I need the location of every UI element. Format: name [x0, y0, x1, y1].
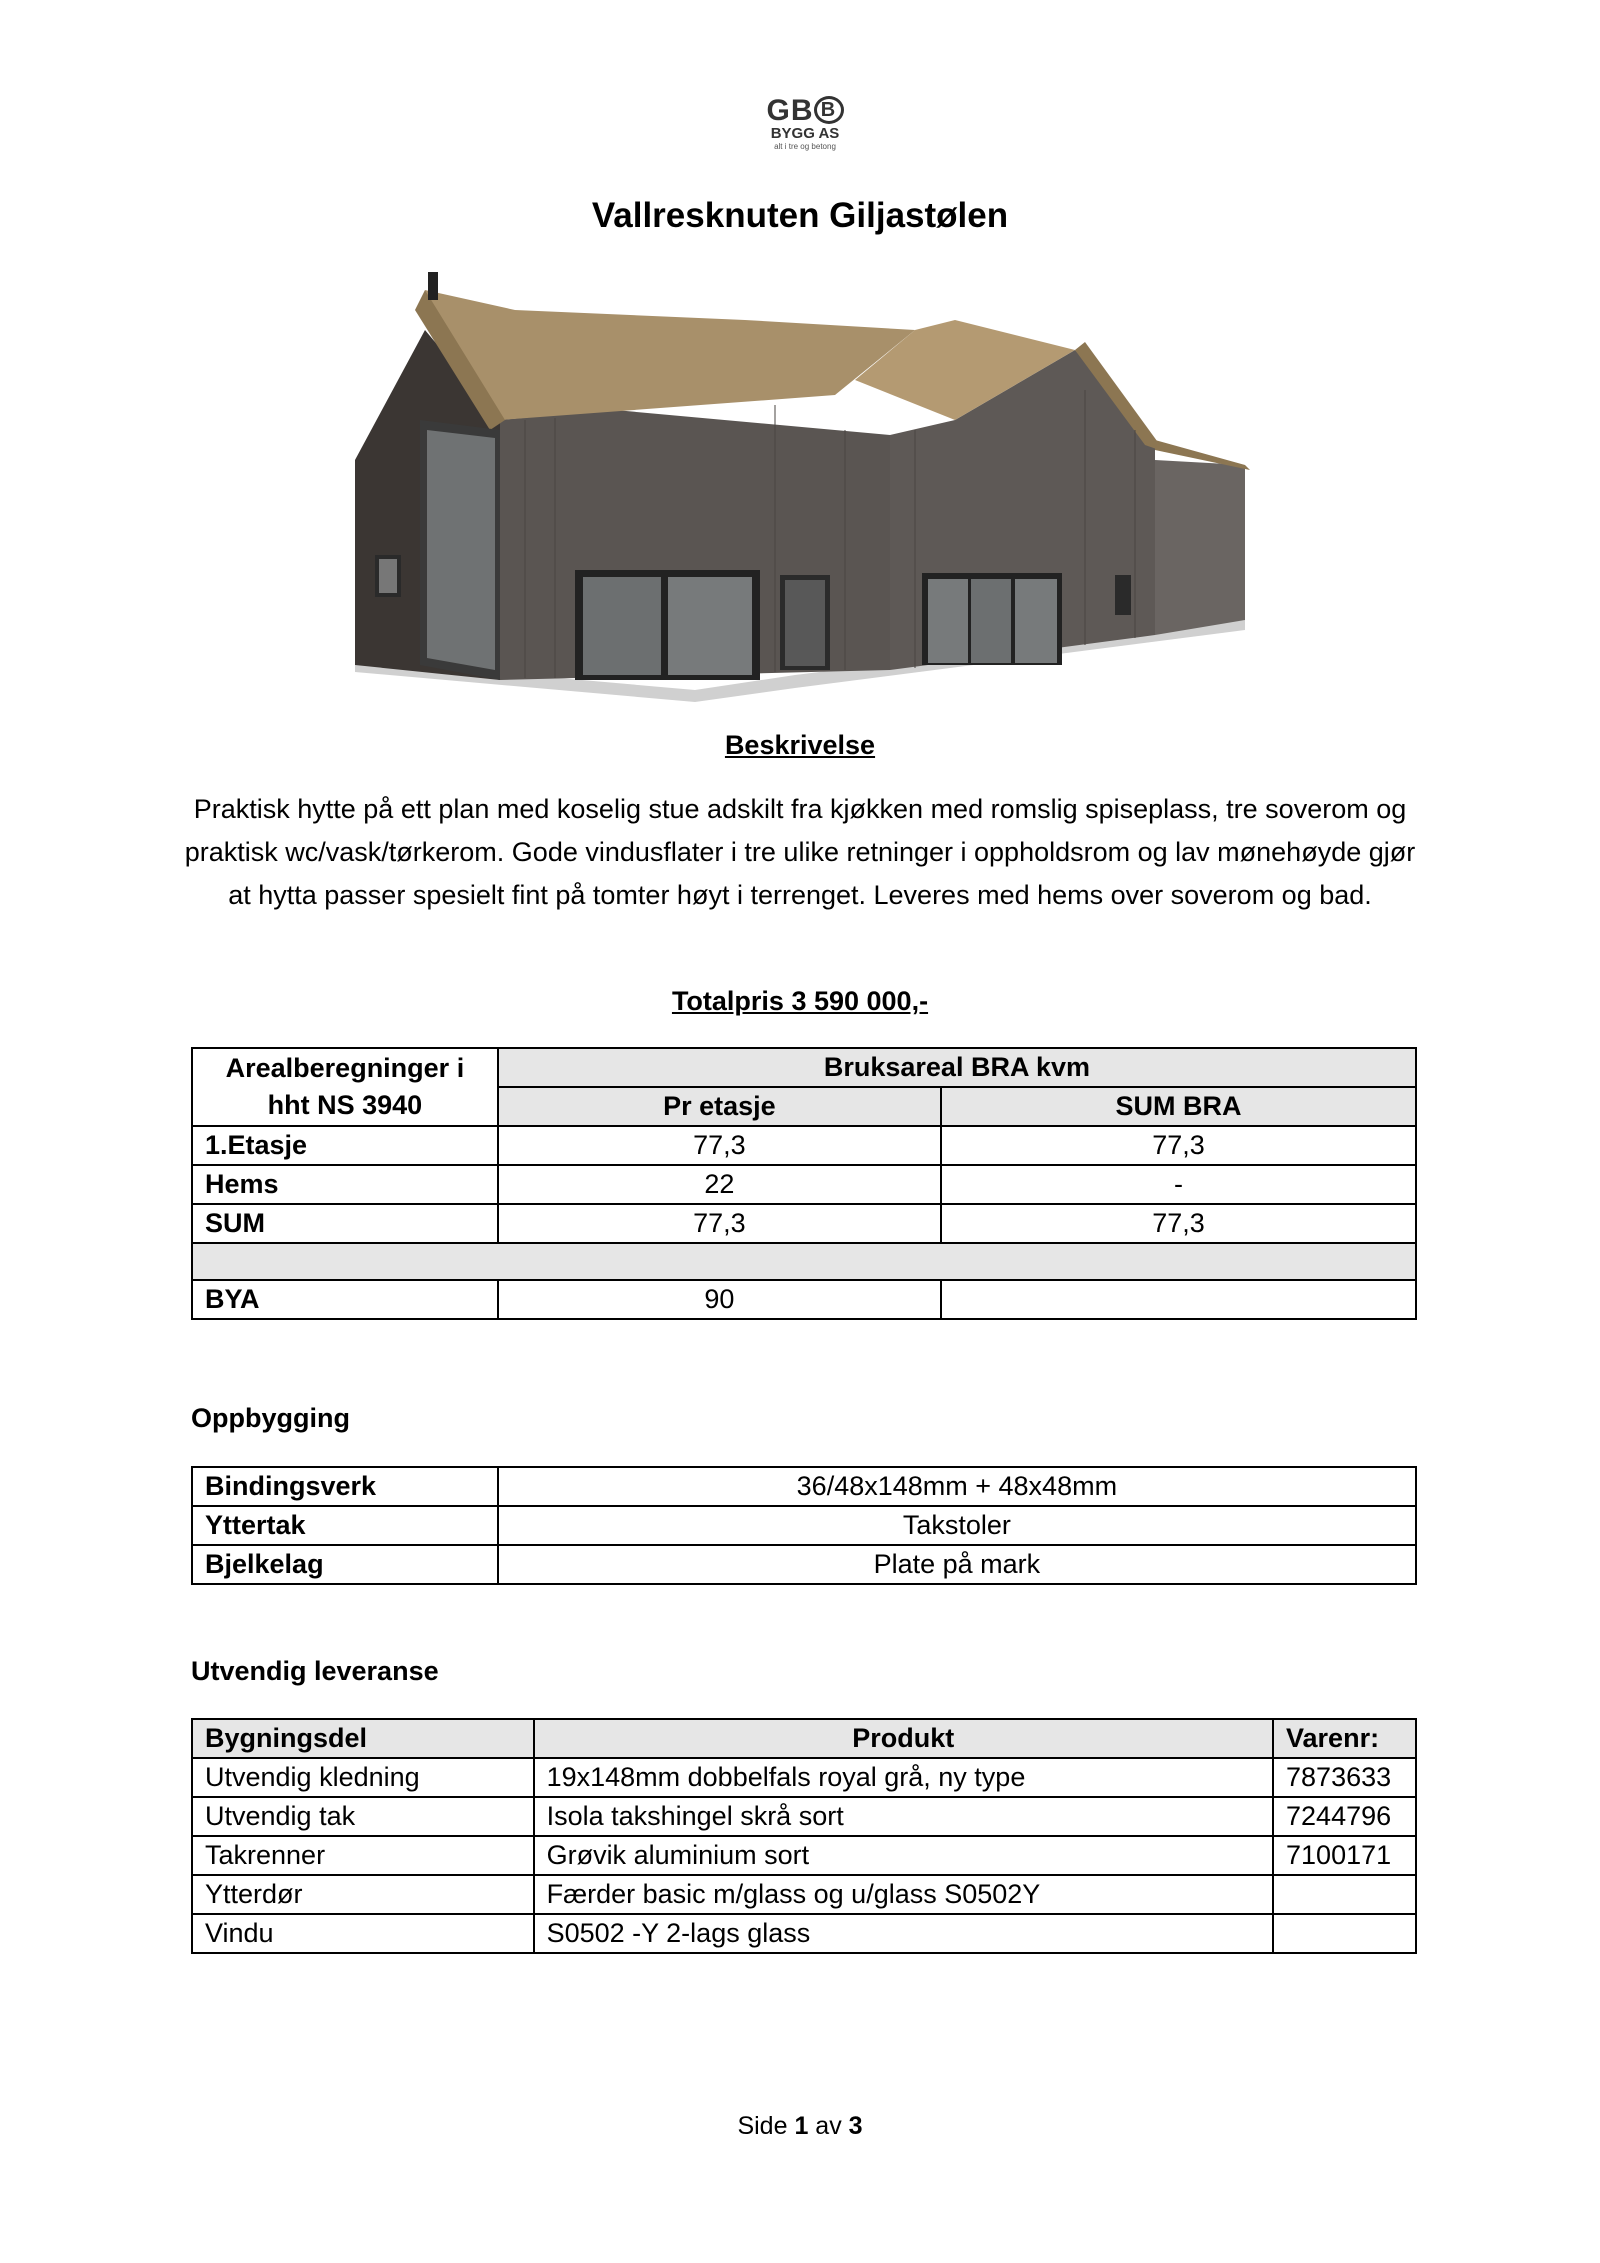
table-row: [192, 1836, 1416, 1875]
cabin-illustration: [315, 270, 1255, 730]
cell-value: 90: [498, 1280, 941, 1319]
cell-part: Ytterdør: [192, 1875, 534, 1914]
table-header-row: [192, 1719, 1416, 1758]
area-table: [191, 1047, 1417, 1320]
cell-value: [941, 1280, 1416, 1319]
table-row: [192, 1048, 1416, 1087]
table-row: [192, 1204, 1416, 1243]
page-title: Vallresknuten Giljastølen: [591, 196, 1009, 235]
cell-value: 77,3: [941, 1126, 1416, 1165]
table-row: [192, 1506, 1416, 1545]
table-row: [192, 1126, 1416, 1165]
exterior-table: [191, 1718, 1417, 1954]
col-header-product: Produkt: [534, 1719, 1273, 1758]
cell-part: Takrenner: [192, 1836, 534, 1875]
cell-value: 36/48x148mm + 48x48mm: [498, 1467, 1416, 1506]
cell-item: [1273, 1875, 1416, 1914]
table-row: [192, 1545, 1416, 1584]
cell-item: 7244796: [1273, 1797, 1416, 1836]
table-row: [192, 1165, 1416, 1204]
exterior-heading: Utvendig leveranse: [191, 1656, 439, 1686]
row-label: Bindingsverk: [192, 1467, 498, 1506]
row-label: BYA: [192, 1280, 498, 1319]
cell-item: 7873633: [1273, 1758, 1416, 1797]
row-label: SUM: [192, 1204, 498, 1243]
cell-product: 19x148mm dobbelfals royal grå, ny type: [534, 1758, 1273, 1797]
logo-subtitle: BYGG AS: [770, 125, 840, 142]
area-group-header: Bruksareal BRA kvm: [498, 1048, 1416, 1087]
row-label: Bjelkelag: [192, 1545, 498, 1584]
table-row: [192, 1280, 1416, 1319]
page-footer: [0, 2112, 1600, 2141]
cell-product: Grøvik aluminium sort: [534, 1836, 1273, 1875]
cell-value: Takstoler: [498, 1506, 1416, 1545]
col-header-part: Bygningsdel: [192, 1719, 534, 1758]
footer-middle: av: [815, 2112, 842, 2140]
cell-value: Plate på mark: [498, 1545, 1416, 1584]
cell-part: Utvendig kledning: [192, 1758, 534, 1797]
company-logo: [755, 96, 855, 166]
table-row: [192, 1758, 1416, 1797]
cell-value: 22: [498, 1165, 941, 1204]
construction-heading: Oppbygging: [191, 1403, 350, 1433]
table-row: [192, 1875, 1416, 1914]
area-col-header: Pr etasje: [498, 1087, 941, 1126]
cell-product: S0502 -Y 2-lags glass: [534, 1914, 1273, 1953]
table-row: [192, 1243, 1416, 1280]
cell-item: [1273, 1914, 1416, 1953]
table-row: [192, 1467, 1416, 1506]
spacer-row: [192, 1243, 1416, 1280]
table-row: [192, 1914, 1416, 1953]
cell-value: 77,3: [498, 1204, 941, 1243]
footer-page-number: 1: [794, 2112, 809, 2140]
cell-product: Isola takshingel skrå sort: [534, 1797, 1273, 1836]
cell-value: -: [941, 1165, 1416, 1204]
row-label: 1.Etasje: [192, 1126, 498, 1165]
table-row: [192, 1797, 1416, 1836]
area-corner-header: Arealberegninger i hht NS 3940: [192, 1048, 498, 1126]
logo-b-mark: B: [814, 96, 844, 124]
footer-total-pages: 3: [848, 2112, 863, 2140]
logo-main-text: GB: [766, 94, 814, 127]
cell-product: Færder basic m/glass og u/glass S0502Y: [534, 1875, 1273, 1914]
cell-item: 7100171: [1273, 1836, 1416, 1875]
cell-value: 77,3: [498, 1126, 941, 1165]
footer-prefix: Side: [737, 2112, 788, 2140]
cell-value: 77,3: [941, 1204, 1416, 1243]
description-text: Praktisk hytte på ett plan med koselig stue adskilt fra kjøkken med romslig spiseplass, tre soverom og praktisk wc/vask/tørkerom. Gode vindusflater i tre ulike retninger i oppholdsrom og lav mønehøyde gjør at hytta passer spesielt fint på tomter høyt i terrenget. Leveres med hems over soverom og bad.: [184, 794, 1416, 910]
cell-part: Vindu: [192, 1914, 534, 1953]
construction-table: [191, 1466, 1417, 1585]
logo-tagline: alt i tre og betong: [774, 142, 836, 151]
description-heading: Beskrivelse: [724, 730, 876, 760]
cell-part: Utvendig tak: [192, 1797, 534, 1836]
area-col-header: SUM BRA: [941, 1087, 1416, 1126]
row-label: Hems: [192, 1165, 498, 1204]
col-header-item: Varenr:: [1273, 1719, 1416, 1758]
row-label: Yttertak: [192, 1506, 498, 1545]
total-price: Totalpris 3 590 000,-: [671, 986, 929, 1016]
